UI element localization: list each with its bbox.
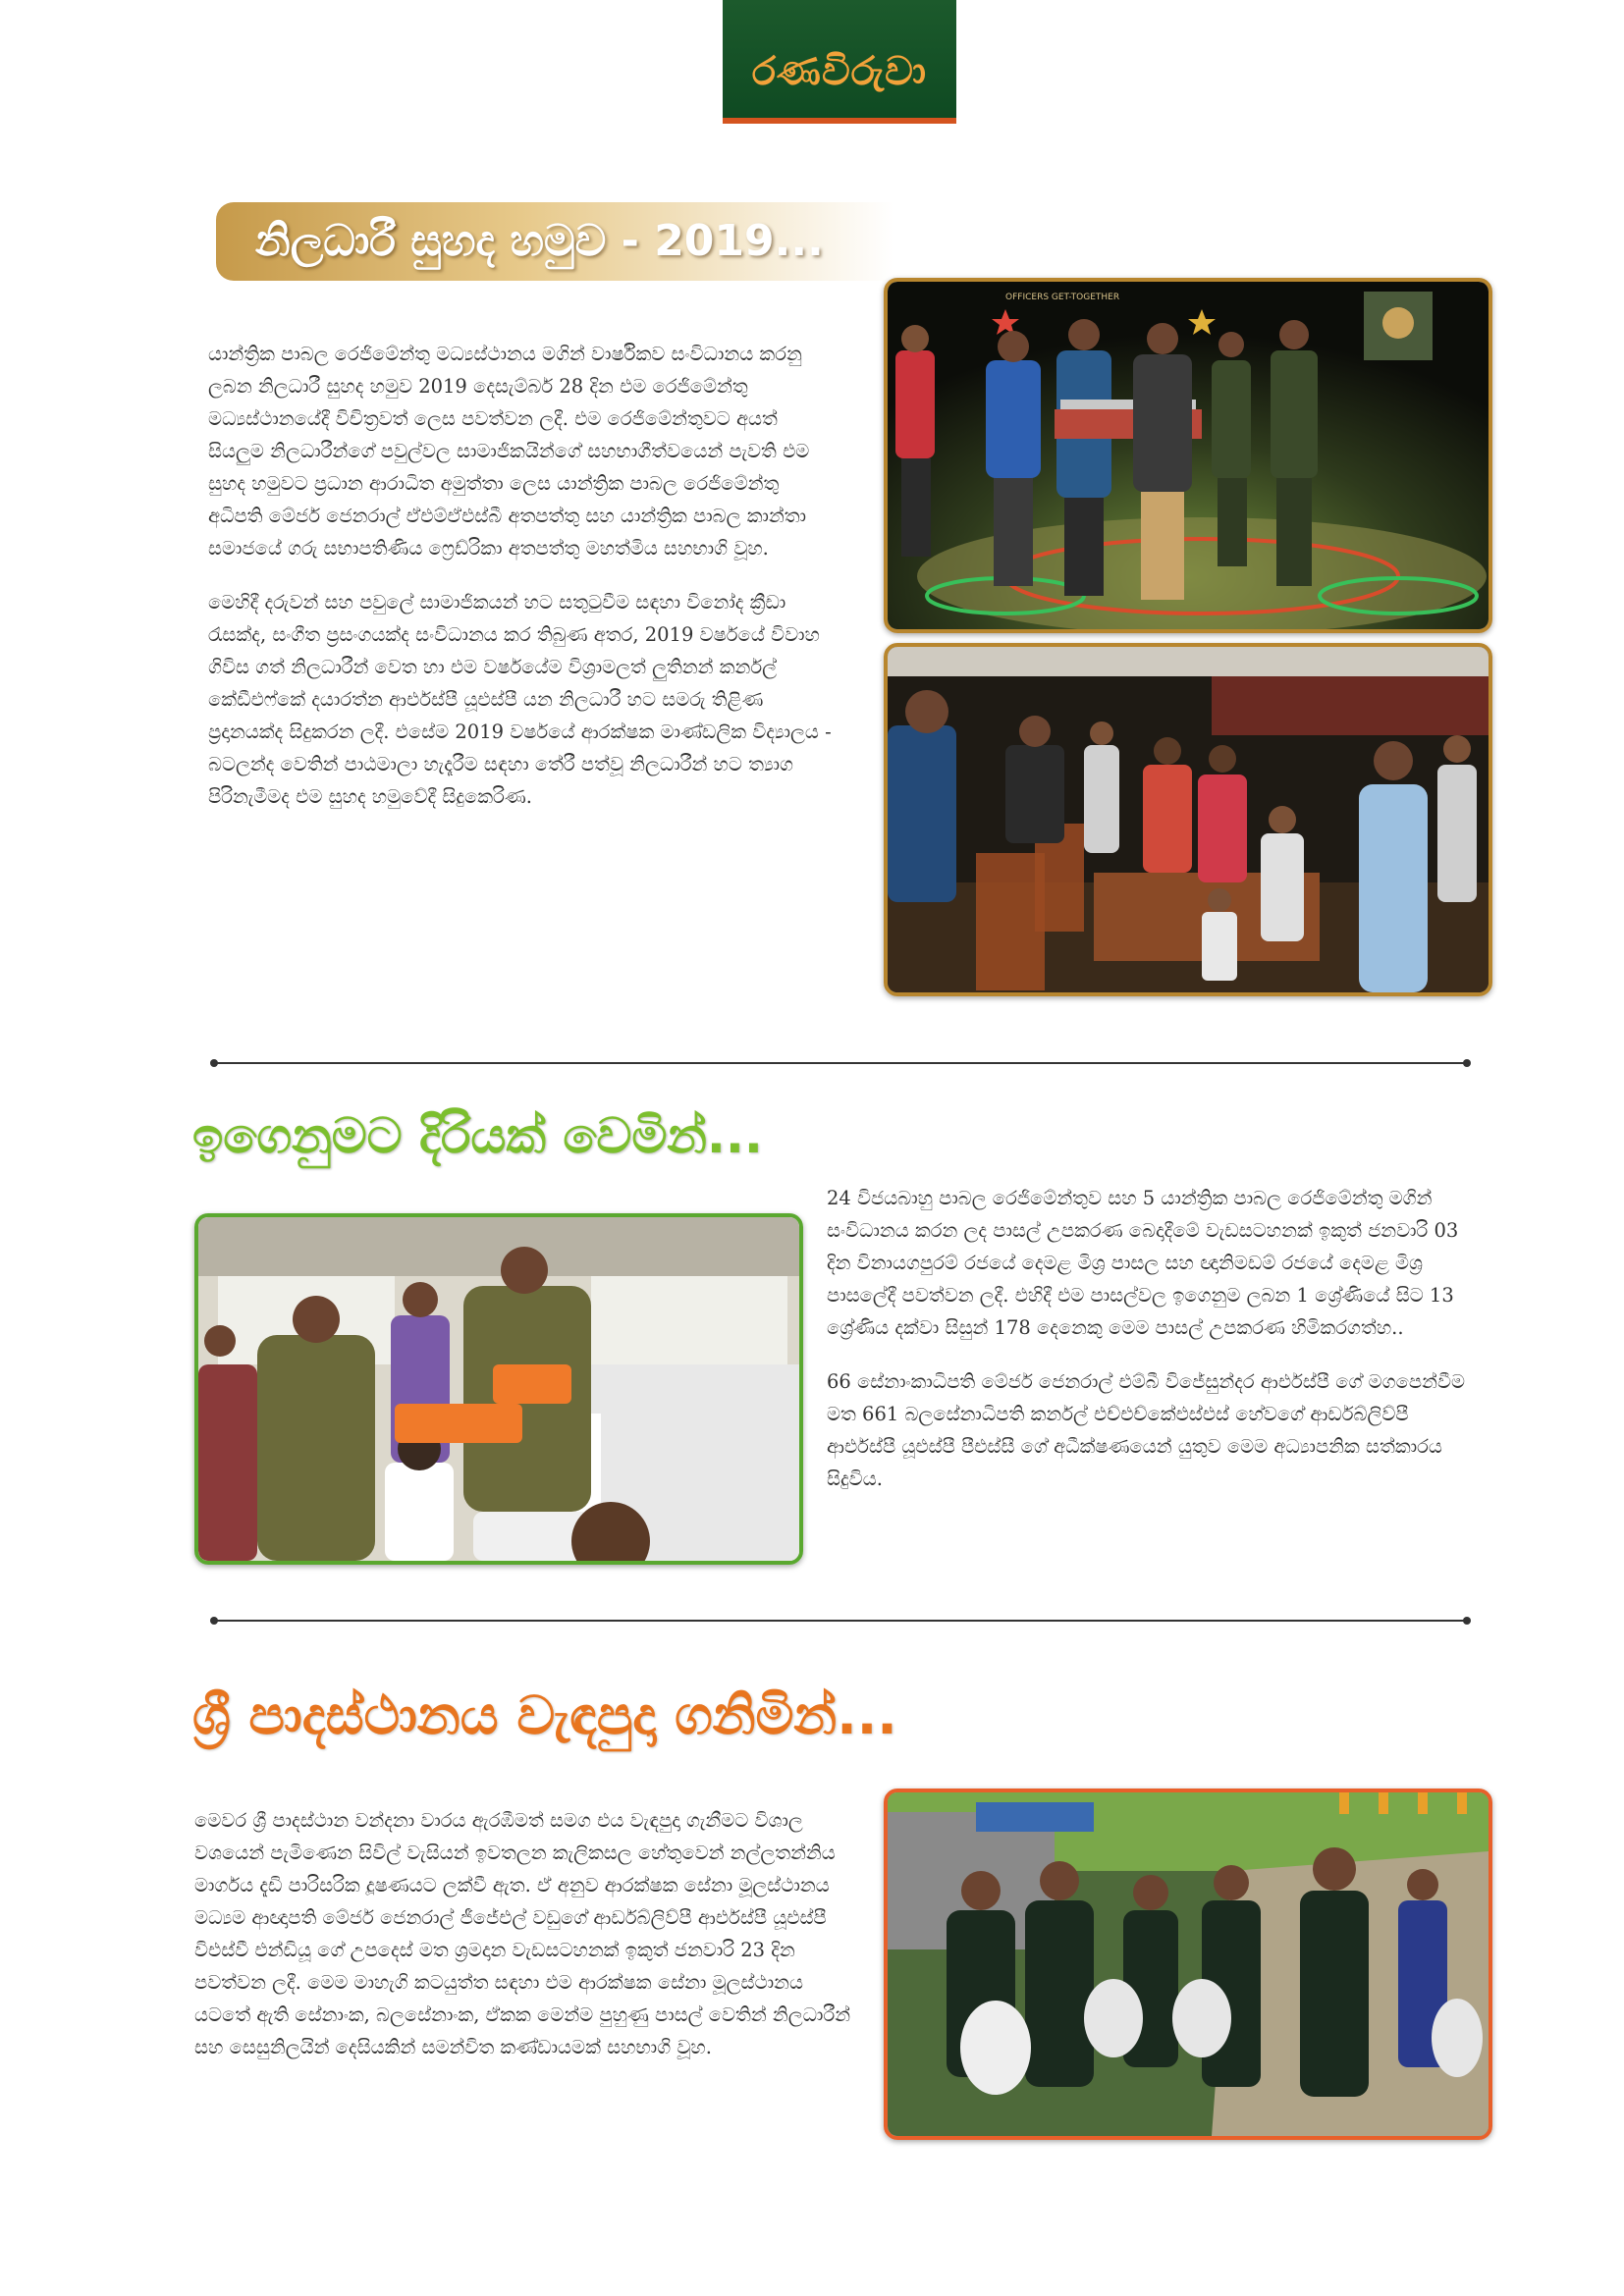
svg-text:OFFICERS GET-TOGETHER: OFFICERS GET-TOGETHER: [1005, 293, 1120, 302]
divider-1: [214, 1062, 1467, 1064]
section3-paragraph-1: මෙවර ශ්‍රී පාදස්ථාන වන්දනා වාරය ඇරඹීමත් සමග එය වැඳපුදා ගැනීමට විශාල වශයෙන් පැමිණෙන සිවිල් වැසියන් ඉවතලන කැලිකසල හේතුවෙන් නල්ලතන්නිය මාර්ගය දැඩි පාරිසරික දූෂණයට ලක්වී ඇත. ඒ අනුව ආරක්ෂක සේනා මූලස්ථානය මධ්‍යම ආඥාපති මේජර් ජෙනරාල් ජීජේඑල් වඩුගේ ආර්ඩබ්ලිව්පී ආර්එස්පී යූඑස්පී විඑස්වී එන්ඩියූ ගේ උපදෙස් මත ශ්‍රමදාන වැඩසටහනක් ඉකුත් ජනවාරි 23 දින පවත්වන ලදී. මෙම මාහැගි කටයුත්ත සඳහා එම ආරක්ෂක සේනා මූලස්ථානය යටතේ ඇති සේනාංක, බලසේනාංක, ඒකක මෙන්ම පුහුණු පාසල් වෙතින් නිලධාරීන් සහ සෙසුනිලයින් දෙසියකින් සමන්විත කණ්ඩායමක් සහභාගි වූහ.: [194, 1809, 851, 2058]
section1-body: [208, 338, 837, 834]
section2-body: [827, 1182, 1480, 1517]
shramadana-cleanup-image: [888, 1792, 1489, 2136]
section1-heading: නිලධාරී සුහද හමුව - 2019...: [255, 216, 824, 266]
section1-paragraph-1: යාන්ත්‍රික පාබල රෙජිමේන්තු මධ්‍යස්ථානය මගින් වාර්ෂිකව සංවිධානය කරනු ලබන නිලධාරී සුහද හමුව 2019 දෙසැම්බර් 28 දින එම රෙජිමේන්තු මධ්‍යස්ථානයේදී විචිත්‍රවත් ලෙස පවත්වන ලදී. එම රෙජිමේන්තුවට අයත් සියලුම නිලධාරීන්ගේ පවුල්වල සාමාජිකයින්ගේ සහභාගීත්වයෙන් පැවති එම සුහද හමුවට ප්‍රධාන ආරාධිත අමුත්තා ලෙස යාන්ත්‍රික පාබල රෙජිමේන්තු අධිපති මේජර් ජෙනරාල් ඒඑම්ඒඑස්බී අතපත්තු සහ යාන්ත්‍රික පාබල කාන්තා සමාජයේ ගරු සභාපතිණිය ෆ්‍රෙඩ්රිකා අතපත්තු මහත්මිය සහභාගි වූහ.: [208, 343, 810, 560]
section1-photo-award: [884, 278, 1492, 633]
masthead-band: [723, 118, 956, 124]
section1-photo-dinner: [884, 643, 1492, 996]
section2-heading: ඉගෙනුමට දිරියක් වෙමින්...: [192, 1107, 763, 1164]
section2-paragraph-2: 66 සේනාංකාධිපති මේජර් ජෙනරාල් එම්බී විජේසුන්දර ආර්එස්පී ගේ මගපෙන්වීම මත 661 බලසේනාධිපති කර්නල් එච්එච්කේඑස්එස් හේවගේ ආර්ඩබ්ලිව්පී ආර්එස්පී යූඑස්පී පීඑස්සී ගේ අධීක්ෂණයෙන් යුතුව මෙම අධ්‍යාපනික සත්කාරය සිදුවිය.: [827, 1370, 1465, 1490]
section3-heading: ශ්‍රී පාදස්ථානය වැඳපුදා ගනිමින්...: [192, 1684, 897, 1746]
section1-banner: [216, 202, 893, 281]
award-ceremony-image: [888, 282, 1489, 629]
section2-photo-school: [194, 1213, 803, 1565]
section1-paragraph-2: මෙහිදී දරුවන් සහ පවුලේ සාමාජිකයන් හට සතුටුවීම සඳහා විනෝද ක්‍රීඩා රැසක්ද, සංගීත ප්‍රසංගයක්ද සංවිධානය කර තිබුණ අතර, 2019 වර්ෂයේ විවාහ ගිවිස ගත් නිලධාරීන් වෙත හා එම වර්ෂයේම විශ්‍රාමලත් ලුතිනන් කර්නල් කේඩීඑෆ්කේ දයාරත්න ආර්එස්පී යූඑස්පී යන නිලධාරී හට සමරු තිළිණ ප්‍රදානයක්ද සිදුකරන ලදී. එසේම 2019 වර්ෂයේ ආරක්ෂක මාණ්ඩලික විද්‍යාලය - බටලන්ද වෙතින් පාඨමාලා හැදෑරීම සඳහා තේරී පත්වූ නිලධාරීන් හට ත්‍යාග පිරිනැමීමද එම සුහද හමුවේදී සිදුකෙරිණ.: [208, 591, 832, 808]
masthead: [723, 0, 956, 118]
dinner-gathering-image: [888, 647, 1489, 992]
divider-2: [214, 1620, 1467, 1622]
section2-paragraph-1: 24 විජයබාහු පාබල රෙජිමේන්තුව සහ 5 යාන්ත්‍රික පාබල රෙජිමේන්තු මගින් සංවිධානය කරන ලද පාසල් උපකරණ බෙදාදීමේ වැඩසටහනක් ඉකුත් ජනවාරි 03 දින විනායගපුරම් රජයේ දෙමළ මිශ්‍ර පාසල සහ ඥානිමඩම් රජයේ දෙමළ මිශ්‍ර පාසලේදී පවත්වන ලදී. එහිදී එම පාසල්වල ඉගෙනුම ලබන 1 ශ්‍රේණියේ සිට 13 ශ්‍රේණිය දක්වා සිසුන් 178 දෙනෙකු මෙම පාසල් උපකරණ හිමිකරගත්හ..: [827, 1187, 1459, 1339]
section3-photo-cleanup: [884, 1789, 1492, 2140]
school-donation-image: [198, 1217, 799, 1561]
section3-body: [194, 1804, 854, 2085]
masthead-logo: රණවිරුවා: [751, 49, 928, 94]
